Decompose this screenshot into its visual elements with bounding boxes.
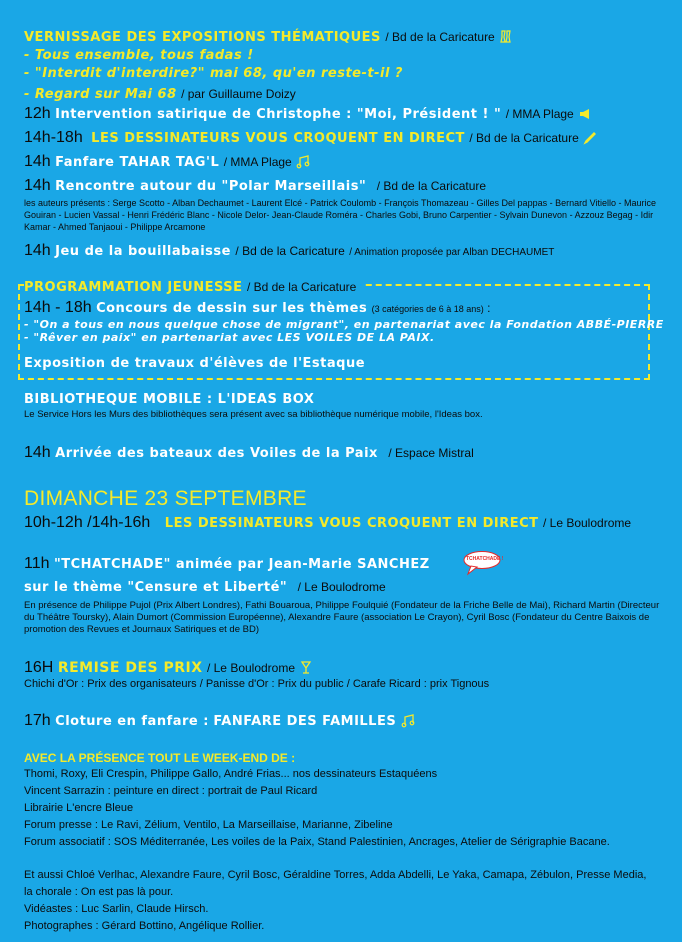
tchatchade-badge bbox=[463, 550, 504, 574]
event-sun-16h bbox=[24, 659, 664, 690]
jeunesse-place: / Bd de la Caricature bbox=[246, 280, 357, 294]
event-place: / Le Boulodrome bbox=[297, 580, 386, 594]
jeunesse-expo: Exposition de travaux d'élèves de l'Estaque bbox=[24, 356, 366, 371]
event-time: 12h bbox=[24, 105, 51, 122]
event-place: / Bd de la Caricature bbox=[376, 179, 487, 193]
event-14h-fanfare bbox=[24, 153, 664, 172]
weekend-line: Forum associatif : SOS Méditerranée, Les voiles de la Paix, Stand Palestinien, Ancrages, Atelier de Sérigraphie Bacane. bbox=[24, 836, 610, 848]
event-sun-11h bbox=[24, 555, 664, 636]
also-line: Photographes : Gérard Bottino, Angélique Rollier. bbox=[24, 920, 265, 932]
event-time: 17h bbox=[24, 712, 51, 729]
jeunesse-categories: (3 catégories de 6 à 18 ans) bbox=[371, 304, 484, 314]
event-place: / Espace Mistral bbox=[388, 446, 474, 460]
prizes-text: Chichi d'Or : Prix des organisateurs / Panisse d'Or : Prix du public / Carafe Ricard : prix Tignous bbox=[24, 678, 490, 690]
event-12h bbox=[24, 105, 664, 124]
event-title: "TCHATCHADE" animée par Jean-Marie SANCHEZ bbox=[53, 557, 430, 572]
event-title: Jeu de la bouillabaisse bbox=[55, 244, 231, 259]
weekend-line: Thomi, Roxy, Eli Crespin, Philippe Gallo, André Frias... nos dessinateurs Estaquéens bbox=[24, 768, 438, 780]
event-time: 11h bbox=[24, 555, 50, 572]
music-note-icon bbox=[401, 714, 415, 728]
pencil-icon bbox=[583, 131, 597, 145]
jeunesse-colon: : bbox=[483, 301, 491, 315]
champagne-icon bbox=[499, 30, 513, 44]
jeunesse-time: 14h - 18h bbox=[24, 299, 92, 316]
music-note-icon bbox=[296, 155, 310, 169]
event-time: 14h bbox=[24, 242, 51, 259]
vernissage-item-3: - Regard sur Mai 68 bbox=[24, 87, 177, 102]
jeunesse-block bbox=[24, 278, 664, 372]
jeunesse-title: PROGRAMMATION JEUNESSE bbox=[24, 280, 243, 295]
event-place: / Bd de la Caricature bbox=[469, 131, 579, 145]
event-title: Cloture en fanfare : bbox=[55, 714, 209, 729]
event-title: Rencontre autour du "Polar Marseillais" bbox=[55, 179, 367, 194]
event-bateaux bbox=[24, 444, 664, 463]
event-title: LES DESSINATEURS VOUS CROQUENT EN DIRECT bbox=[91, 131, 465, 146]
vernissage-block bbox=[24, 28, 664, 104]
event-sun-17h bbox=[24, 712, 664, 731]
jeunesse-theme-2: - "Rêver en paix" en partenariat avec LES VOILES DE LA PAIX. bbox=[24, 331, 435, 344]
event-time: 14h bbox=[24, 444, 51, 461]
event-place: / MMA Plage bbox=[223, 155, 292, 169]
weekend-line: Forum presse : Le Ravi, Zélium, Ventilo, La Marseillaise, Marianne, Zibeline bbox=[24, 819, 393, 831]
weekend-line: Librairie L'encre Bleue bbox=[24, 802, 134, 814]
polar-authors: les auteurs présents : Serge Scotto - Alban Dechaumet - Laurent Elcé - Patrick Coulomb - François Thomazeau - Gilles Del pappas - Bernard Vitiello - Maurice Gouiran - Lucien Vassal - Henri Frédéric Blanc - Nicole Delor- Jean-Claude Roméra - Charles Gobi, Bruno Carpentier - Sylvain Dunevon - Azzouz Begag - Idir Kamar - Ahmed Tanjaoui - Philippe Arcamone bbox=[24, 198, 656, 232]
tchatchade-guests: En présence de Philippe Pujol (Prix Albert Londres), Fathi Bouaroua, Philippe Foulquié (Fondateur de la Friche Belle de Mai), Richard Martin (Directeur du Théâtre Toursky), Alain Dumort (Commission Européenne), Alexandre Faure (association Le Crayon), Cyril Bosc (Fondateur du Centre Baixois de promotion des Revues et Journaux Satiriques et de BD) bbox=[24, 600, 660, 635]
glass-icon bbox=[299, 661, 313, 675]
event-14h-polar bbox=[24, 177, 664, 233]
event-title: LES DESSINATEURS VOUS CROQUENT EN DIRECT bbox=[164, 516, 539, 531]
biblio-title: BIBLIOTHEQUE MOBILE : L'IDEAS BOX bbox=[24, 392, 315, 407]
vernissage-by: / par Guillaume Doizy bbox=[181, 87, 296, 101]
biblio-block bbox=[24, 391, 664, 421]
event-place: / Bd de la Caricature bbox=[235, 244, 345, 258]
event-14h-bouillabaisse bbox=[24, 242, 664, 262]
event-title: REMISE DES PRIX bbox=[57, 660, 203, 676]
event-place: / Le Boulodrome bbox=[206, 661, 296, 675]
sunday-heading: DIMANCHE 23 SEPTEMBRE bbox=[24, 487, 307, 510]
event-time: 14h-18h bbox=[24, 129, 83, 146]
event-place: / MMA Plage bbox=[505, 107, 574, 121]
vernissage-title: VERNISSAGE DES EXPOSITIONS THÉMATIQUES bbox=[24, 30, 381, 45]
event-note: / Animation proposée par Alban DECHAUMET bbox=[349, 247, 555, 258]
event-time: 14h bbox=[24, 153, 51, 170]
event-title: Intervention satirique de Christophe : "Moi, Président ! " bbox=[55, 107, 502, 122]
event-14h-18h bbox=[24, 129, 664, 148]
speech-bubble-icon bbox=[463, 550, 504, 576]
megaphone-icon bbox=[578, 107, 592, 121]
event-title: Fanfare TAHAR TAG'L bbox=[55, 155, 220, 170]
event-time: 10h-12h /14h-16h bbox=[24, 514, 151, 531]
event-time: 14h bbox=[24, 177, 51, 194]
weekend-block bbox=[24, 750, 664, 935]
weekend-line: Vincent Sarrazin : peinture en direct : portrait de Paul Ricard bbox=[24, 785, 318, 797]
event-subtitle: sur le thème "Censure et Liberté" bbox=[24, 580, 288, 595]
also-line: Et aussi Chloé Verlhac, Alexandre Faure, Cyril Bosc, Géraldine Torres, Adda Abdelli, Le Yaka, Camapa, Zébulon, Presse Media, bbox=[24, 869, 647, 881]
vernissage-item-1: - Tous ensemble, tous fadas ! bbox=[24, 48, 254, 63]
vernissage-item-2: - "Interdit d'interdire?" mai 68, qu'en reste-t-il ? bbox=[24, 66, 403, 81]
event-title-2: FANFARE DES FAMILLES bbox=[213, 714, 397, 729]
jeunesse-theme-1: - "On a tous en nous quelque chose de migrant", en partenariat avec la Fondation ABBÉ-PIERRE bbox=[24, 318, 664, 331]
also-line: Vidéastes : Luc Sarlin, Claude Hirsch. bbox=[24, 903, 209, 915]
event-sun-10h bbox=[24, 514, 664, 533]
jeunesse-concours: Concours de dessin sur les thèmes bbox=[96, 301, 368, 316]
badge-label: TCHATCHADE ! bbox=[466, 556, 504, 562]
event-title: Arrivée des bateaux des Voiles de la Paix bbox=[55, 446, 378, 461]
weekend-title: AVEC LA PRÉSENCE TOUT LE WEEK-END DE : bbox=[24, 751, 296, 765]
event-place: / Le Boulodrome bbox=[542, 516, 632, 530]
vernissage-place: / Bd de la Caricature bbox=[385, 30, 495, 44]
event-time: 16H bbox=[24, 659, 54, 676]
biblio-text: Le Service Hors les Murs des bibliothèques sera présent avec sa bibliothèque numérique mobile, l'Ideas box. bbox=[24, 409, 483, 420]
also-line: la chorale : On est pas là pour. bbox=[24, 886, 174, 898]
